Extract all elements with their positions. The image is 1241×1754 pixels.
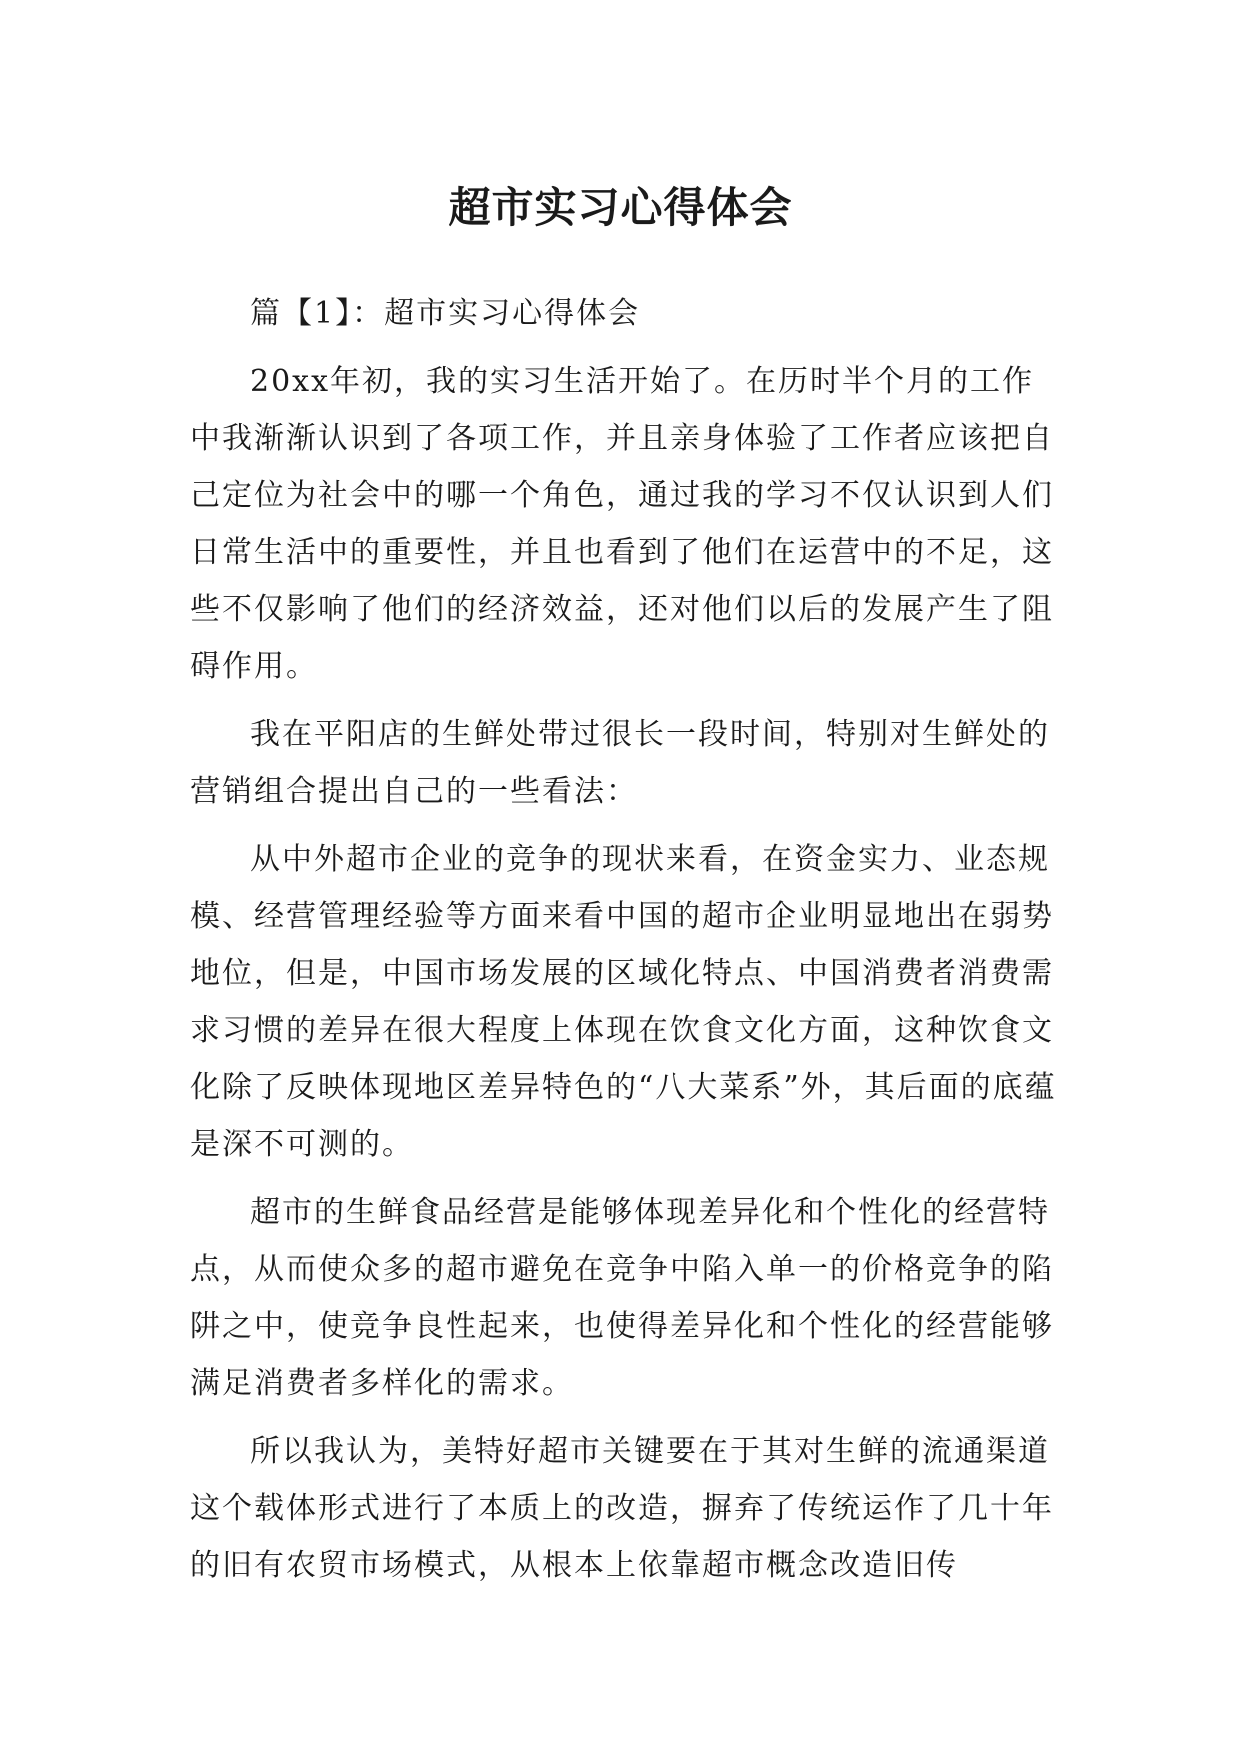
section-heading: 篇【1】：超市实习心得体会	[250, 296, 641, 331]
paragraph: 所以我认为，美特好超市关键要在于其对生鲜的流通渠道这个载体形式进行了本质上的改造，摒弃了传统运作了几十年的旧有农贸市场模式，从根本上依靠超市概念改造旧传	[190, 1434, 1054, 1583]
document-title: 超市实习心得体会	[448, 183, 793, 233]
paragraph: 从中外超市企业的竞争的现状来看，在资金实力、业态规模、经营管理经验等方面来看中国的超市企业明显地出在弱势地位，但是，中国市场发展的区域化特点、中国消费者消费需求习惯的差异在很大程度上体现在饮食文化方面，这种饮食文化除了反映体现地区差异特色的“八大菜系”外，其后面的底蕴是深不可测的。	[190, 842, 1057, 1162]
paragraph: 20xx年初，我的实习生活开始了。在历时半个月的工作中我渐渐认识到了各项工作，并且亲身体验了工作者应该把自己定位为社会中的哪一个角色，通过我的学习不仅认识到人们日常生活中的重要性，并且也看到了他们在运营中的不足，这些不仅影响了他们的经济效益，还对他们以后的发展产生了阻碍作用。	[190, 364, 1054, 684]
paragraph: 我在平阳店的生鲜处带过很长一段时间，特别对生鲜处的营销组合提出自己的一些看法：	[190, 717, 1050, 809]
paragraph: 超市的生鲜食品经营是能够体现差异化和个性化的经营特点，从而使众多的超市避免在竞争中陷入单一的价格竞争的陷阱之中，使竞争良性起来，也使得差异化和个性化的经营能够满足消费者多样化的需求。	[190, 1195, 1054, 1401]
document-body	[190, 285, 1060, 1594]
